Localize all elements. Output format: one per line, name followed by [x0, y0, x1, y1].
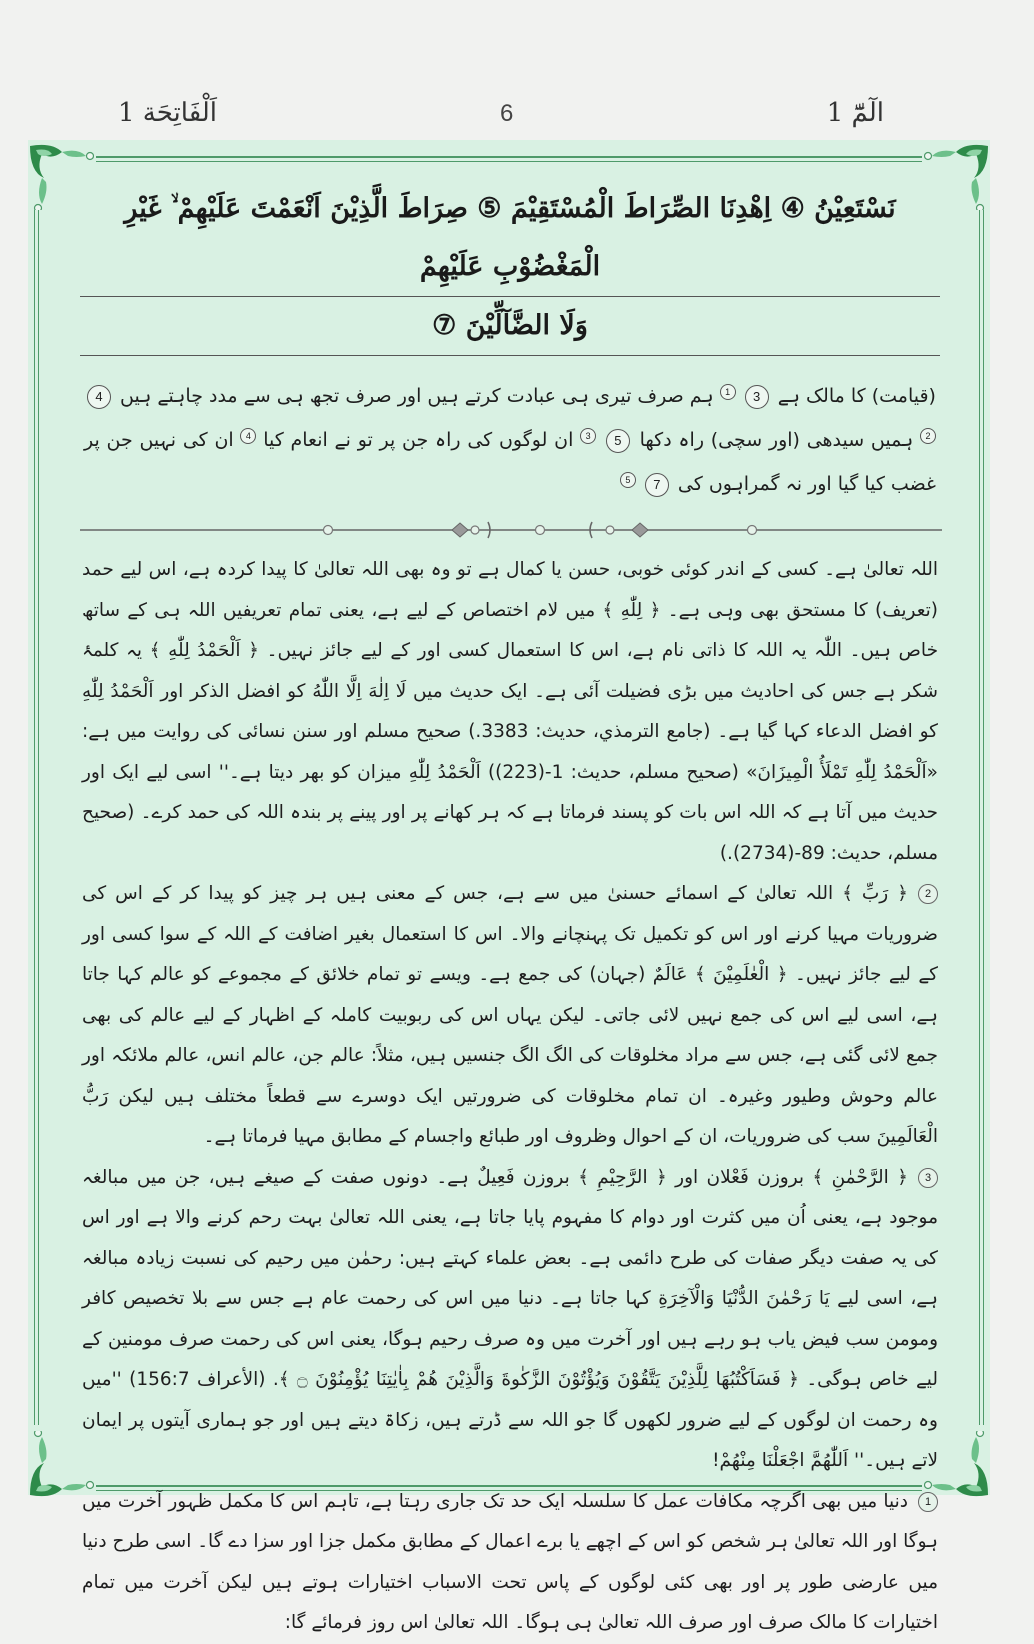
- commentary-notes: [80, 550, 940, 1644]
- note-text: ﴿ رَبِّ ﴾ اللہ تعالیٰ کے اسمائے حسنیٰ میں سے ہے، جس کے معنی ہیں ہر چیز کو پیدا کر کے اس کی ضروریات مہیا کرنے اور اس کو تکمیل تک پہنچانے والا۔ اس کا استعمال بغیر اضافت کے اللہ کے سوا کسی اور کے لیے جائز نہیں۔ ﴿ الْعٰلَمِيْنَ ﴾ عَالَمٌ (جہان) کی جمع ہے۔ ویسے تو تمام خلائق کے مجموعے کو عالم کہا جاتا ہے، اسی لیے اس کی جمع نہیں لائی جاتی۔ لیکن یہاں اس کی ربوبیت کاملہ کے اظہار کے لیے عالم کی بھی جمع لائی گئی ہے، جس سے مراد مخلوقات کی الگ الگ جنسیں ہیں، مثلاً: عالم جن، عالم انس، عالم ملائکہ اور عالم وحوش وطیور وغیرہ۔ ان تمام مخلوقات کی ضرورتیں ایک دوسرے سے قطعاً مختلف ہیں لیکن رَبُّ الْعَالَمِينَ سب کی ضروریات، ان کے احوال وظروف اور طبائع واجسام کے مطابق مہیا فرماتا ہے۔: [82, 883, 938, 1147]
- footnote-marker[interactable]: 5: [620, 472, 636, 488]
- translation-block: [80, 374, 940, 506]
- footnote-marker[interactable]: 3: [580, 428, 596, 444]
- note-number-badge: 3: [918, 1168, 938, 1188]
- note-number-badge: 1: [918, 1492, 938, 1512]
- footnote-marker[interactable]: 4: [240, 428, 256, 444]
- section-divider: [80, 514, 940, 544]
- translation-text: ان کی نہیں جن پر غضب کیا گیا اور نہ گمراہوں کی: [84, 429, 936, 495]
- note-text: دنیا میں بھی اگرچہ مکافات عمل کا سلسلہ ایک حد تک جاری رہتا ہے، تاہم اس کا مکمل ظہور آخرت میں ہوگا اور اللہ تعالیٰ ہر شخص کو اس کے اچھے یا برے اعمال کے مطابق مکمل جزا اور سزا دے گا۔ اسی طرح دنیا میں عارضی طور پر اور بھی کئی لوگوں کے پاس تحت الاسباب اختیارات ہوتے ہیں لیکن آخرت میں تمام اختیارات کا مالک صرف اور صرف اللہ تعالیٰ ہی ہوگا۔ اللہ تعالیٰ اس روز فرمائے گا:: [82, 1490, 938, 1633]
- ayah-line: نَسْتَعِيْنُ ④ اِهْدِنَا الصِّرَاطَ الْمُسْتَقِيْمَ ⑤ صِرَاطَ الَّذِيْنَ اَنْعَمْتَ عَلَيْهِمْ ۙ غَيْرِ الْمَغْضُوْبِ عَلَيْهِمْ: [124, 193, 896, 282]
- divider-ornament-icon: [80, 514, 942, 544]
- ayah-number-badge: 7: [645, 473, 669, 497]
- translation-text: (قیامت) کا مالک ہے: [777, 385, 936, 407]
- note-paragraph: اللہ تعالیٰ ہے۔ کسی کے اندر کوئی خوبی، حسن یا کمال ہے تو وہ بھی اللہ تعالیٰ کا پیدا کردہ ہے، اس لیے حمد (تعریف) کا مستحق بھی وہی ہے۔ ﴿ لِلّٰهِ ﴾ میں لام اختصاص کے لیے ہے، یعنی تمام تعریفیں اللہ ہی کے ساتھ خاص ہیں۔ اللّٰہ یہ اللہ کا ذاتی نام ہے، اس کا استعمال کسی اور کے لیے جائز نہیں۔ ﴿ اَلْحَمْدُ لِلّٰهِ ﴾ یہ کلمۂ شکر ہے جس کی احادیث میں بڑی فضیلت آئی ہے۔ ایک حدیث میں لَا اِلٰهَ اِلَّا اللّٰهُ کو افضل الذکر اور اَلْحَمْدُ لِلّٰهِ کو افضل الدعاء کہا گیا ہے۔ (جامع الترمذي، حديث: 3383.) صحیح مسلم اور سنن نسائی کی روایت میں ہے: «اَلْحَمْدُ لِلّٰهِ تَمْلَأُ الْمِيزَانَ» (صحيح مسلم، حديث: 1-(223)) اَلْحَمْدُ لِلّٰهِ میزان کو بھر دیتا ہے۔'' اسی لیے ایک اور حدیث میں آتا ہے کہ اللہ اس بات کو پسند فرماتا ہے کہ ہر کھانے پر اور پینے پر بندہ اللہ کی حمد کرے۔ (صحيح مسلم، حديث: 89-(2734).): [82, 559, 939, 864]
- ayah-line: وَلَا الضَّآلِّيْنَ ⑦: [432, 310, 588, 341]
- note-paragraph: [82, 1158, 938, 1482]
- frame-border-top: [96, 156, 922, 162]
- page-number: 6: [500, 100, 514, 127]
- ayah-number-badge: 5: [606, 429, 630, 453]
- para-name: الٓمّٓ 1: [826, 98, 884, 128]
- note-number-badge: 2: [918, 884, 938, 904]
- note-text: ﴿ الرَّحْمٰنِ ﴾ بروزن فَعْلان اور ﴿ الرَّحِيْمِ ﴾ بروزن فَعِيلٌ ہے۔ دونوں صفت کے صیغے ہیں، جن میں مبالغہ موجود ہے، یعنی اُن میں کثرت اور دوام کا مفہوم پایا جاتا ہے، یعنی اللہ تعالیٰ بہت رحم کرنے والا ہے اور اس کی یہ صفت دیگر صفات کی طرح دائمی ہے۔ بعض علماء کہتے ہیں: رحمٰن میں رحیم کی نسبت زیادہ مبالغہ ہے، اسی لیے یَا رَحْمٰنَ الدُّنْيَا وَالْآخِرَةِ کہا جاتا ہے۔ دنیا میں اس کی رحمت عام ہے جس سے بلا تخصیص کافر ومومن سب فیض یاب ہو رہے ہیں اور آخرت میں وہ صرف رحیم ہوگا، یعنی اس کی رحمت صرف مومنین کے لیے خاص ہوگی۔ ﴿ فَسَاَكْتُبُهَا لِلَّذِيْنَ يَتَّقُوْنَ وَيُؤْتُوْنَ الزَّكٰوةَ وَالَّذِيْنَ هُمْ بِاٰيٰتِنَا يُؤْمِنُوْنَ ۝ ﴾. (الأعراف 156:7) ''میں وہ رحمت ان لوگوں کے لیے ضرور لکھوں گا جو اللہ سے ڈرتے ہیں، زکاۃ دیتے ہیں اور جو ہماری آیتوں پر ایمان لاتے ہیں۔'' اَللّٰهُمَّ اجْعَلْنَا مِنْهُمْ!: [82, 1166, 938, 1471]
- translation-text: ہمیں سیدھی (اور سچی) راہ دکھا: [639, 429, 914, 451]
- ayah-rule: [80, 355, 940, 356]
- page-frame: [28, 140, 990, 1633]
- note-paragraph: [82, 1482, 938, 1644]
- frame-border-right: [979, 210, 984, 1425]
- surah-name: اَلْفَاتِحَة 1: [118, 98, 217, 128]
- footnote-marker[interactable]: 2: [920, 428, 936, 444]
- translation-text: ان لوگوں کی راہ جن پر تو نے انعام کیا: [263, 429, 574, 451]
- ayah-number-badge: 4: [87, 385, 111, 409]
- translation-text: ہم صرف تیری ہی عبادت کرتے ہیں اور صرف تجھ ہی سے مدد چاہتے ہیں: [120, 385, 714, 407]
- page-header: [0, 92, 1034, 142]
- note-paragraph: [82, 874, 938, 1158]
- ayah-number-badge: 3: [745, 385, 769, 409]
- page-content: [80, 180, 940, 1644]
- frame-border-left: [34, 210, 39, 1425]
- footnote-marker[interactable]: 1: [720, 384, 736, 400]
